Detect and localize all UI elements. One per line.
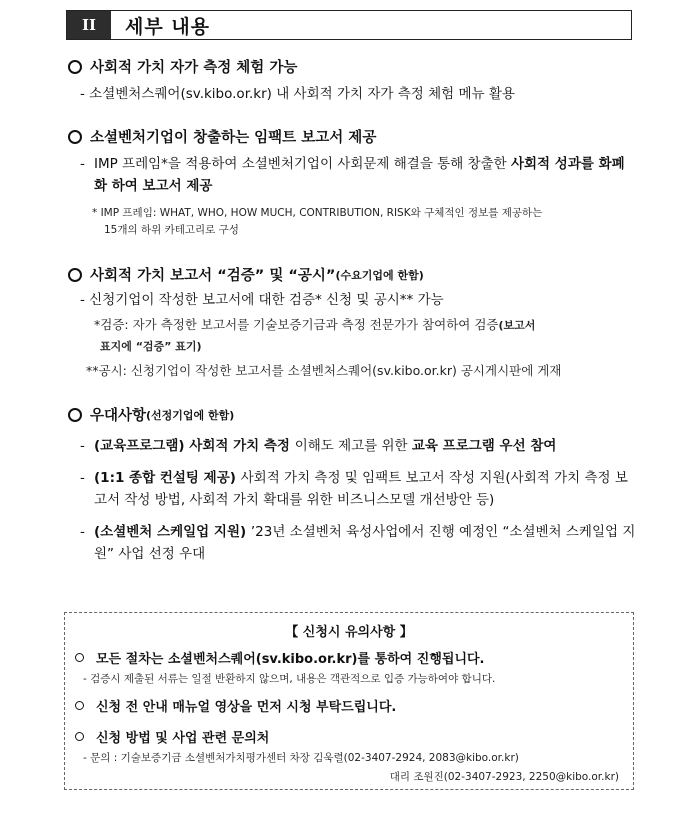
bullet-heading: 사회적 가치 보고서 “검증” 및 “공시” (수요기업에 한함) xyxy=(66,264,636,285)
ring-bullet-icon xyxy=(75,653,84,662)
notice-item: 신청 전 안내 매뉴얼 영상을 먼저 시청 부탁드립니다. xyxy=(75,696,633,715)
section-verification xyxy=(66,264,636,381)
section-line: - 소셜벤처스퀘어(sv.kibo.or.kr) 내 사회적 가치 자가 측정 체험 메뉴 활용 xyxy=(80,86,515,102)
footnote: * IMP 프레임: WHAT, WHO, HOW MUCH, CONTRIBUTION, RISK와 구체적인 정보를 제공하는 xyxy=(92,207,543,219)
footnote: **공시: 신청기업이 작성한 보고서를 소셜벤처스퀘어(sv.kibo.or.kr) 공시게시판에 게재 xyxy=(86,363,562,378)
section-title: 세부 내용 xyxy=(125,15,211,38)
section-number: II xyxy=(67,11,111,39)
contact-line: 대리 조원진(02-3407-2923, 2250@kibo.or.kr) xyxy=(389,771,619,783)
bullet-heading: 소셜벤처기업이 창출하는 임팩트 보고서 제공 xyxy=(66,126,636,147)
ring-bullet-icon xyxy=(75,732,84,741)
notice-item: 모든 절차는 소셜벤처스퀘어(sv.kibo.or.kr)를 통하여 진행됩니다. xyxy=(75,648,633,667)
notice-item: 신청 방법 및 사업 관련 문의처 xyxy=(75,727,633,746)
section-self-measure xyxy=(66,56,636,105)
section-benefits xyxy=(66,404,636,565)
circle-bullet-icon xyxy=(68,268,82,282)
section-header xyxy=(66,10,632,40)
footnote: 15개의 하위 카테고리로 구성 xyxy=(104,224,239,236)
footnote: *검증: 자가 측정한 보고서를 기술보증기금과 측정 전문가가 참여하여 검증(보고서 표지에 “검증” 표기) xyxy=(94,317,536,353)
notice-subtext: - 검증시 제출된 서류는 일절 반환하지 않으며, 내용은 객관적으로 입증 가능하여야 합니다. xyxy=(83,673,496,685)
contact-line: - 문의 : 기술보증기금 소셜벤처가치평가센터 차장 김욱렬(02-3407-2924, 2083@kibo.or.kr) xyxy=(83,752,519,764)
section-line: - 신청기업이 작성한 보고서에 대한 검증* 신청 및 공시** 가능 xyxy=(80,292,444,308)
section-impact-report xyxy=(66,126,636,239)
bullet-heading: 사회적 가치 자가 측정 체험 가능 xyxy=(66,56,636,77)
notice-box xyxy=(64,612,634,790)
ring-bullet-icon xyxy=(75,701,84,710)
circle-bullet-icon xyxy=(68,60,82,74)
circle-bullet-icon xyxy=(68,408,82,422)
section-line: - IMP 프레임*을 적용하여 소셜벤처기업이 사회문제 해결을 통해 창출한 사회적 성과를 화폐화 하여 보고서 제공 xyxy=(80,156,625,194)
benefit-item: - (교육프로그램) 사회적 가치 측정 이해도 제고를 위한 교육 프로그램 우선 참여 xyxy=(80,438,557,454)
benefit-item: - (1:1 종합 컨설팅 제공) 사회적 가치 측정 및 임팩트 보고서 작성 지원(사회적 가치 측정 보고서 작성 방법, 사회적 가치 확대를 위한 비즈니스모델 개선방안 등) xyxy=(80,470,628,508)
circle-bullet-icon xyxy=(68,130,82,144)
bullet-heading: 우대사항 (선정기업에 한함) xyxy=(66,404,636,425)
notice-title: 【 신청시 유의사항 】 xyxy=(285,625,413,640)
benefit-item: - (소셜벤처 스케일업 지원) ’23년 소셜벤처 육성사업에서 진행 예정인 “소셜벤처 스케일업 지원” 사업 선정 우대 xyxy=(80,524,636,562)
